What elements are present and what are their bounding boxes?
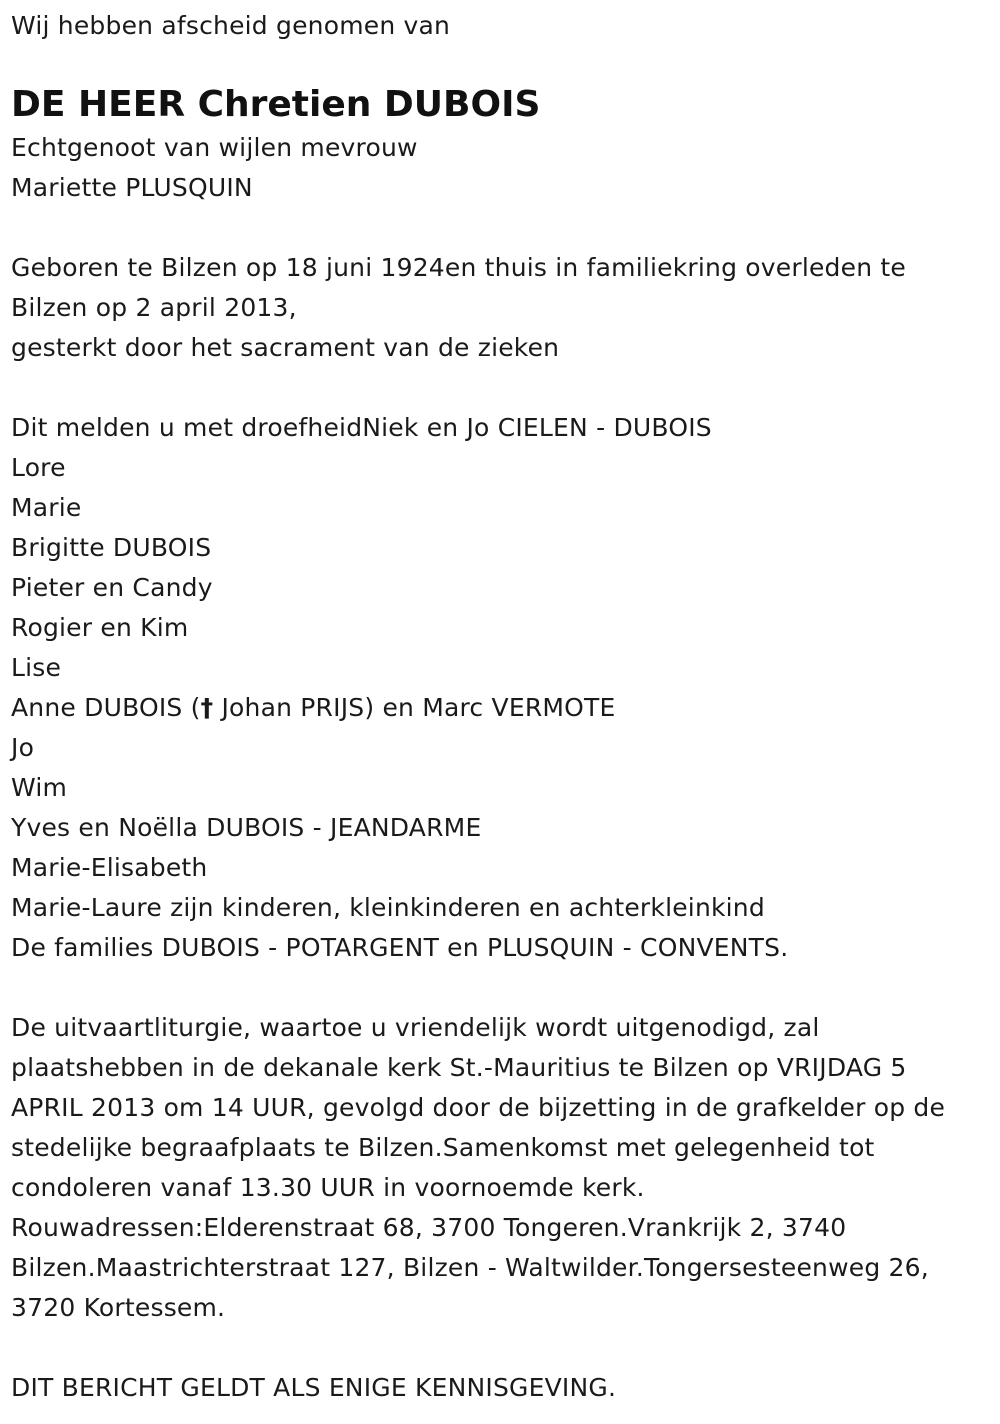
family-line-2: Lore	[11, 453, 66, 482]
family-line-1: Dit melden u met droefheidNiek en Jo CIELEN - DUBOIS	[11, 413, 712, 442]
family-line-8-start: Anne DUBOIS (	[11, 693, 201, 722]
family-line-9: Jo	[11, 733, 35, 762]
family-line-4: Brigitte DUBOIS	[11, 533, 212, 562]
family-line-12: Marie-Elisabeth	[11, 853, 208, 882]
family-line-13: Marie-Laure zijn kinderen, kleinkinderen en achterkleinkind	[11, 893, 765, 922]
spacer	[11, 968, 989, 1008]
family-line-14: De families DUBOIS - POTARGENT en PLUSQUIN - CONVENTS.	[11, 933, 789, 962]
funeral-line-6: Rouwadressen:Elderenstraat 68, 3700 Tongeren.Vrankrijk 2, 3740	[11, 1213, 847, 1242]
birth-death-line-1: Geboren te Bilzen op 18 juni 1924en thuis in familiekring overleden te	[11, 253, 906, 282]
notice-text: DIT BERICHT GELDT ALS ENIGE KENNISGEVING.	[11, 1373, 617, 1402]
cross-icon: †	[200, 693, 214, 722]
family-line-7: Lise	[11, 653, 62, 682]
birth-death-line-3: gesterkt door het sacrament van de zieken	[11, 333, 560, 362]
spacer	[11, 208, 989, 248]
funeral-line-7: Bilzen.Maastrichterstraat 127, Bilzen - Waltwilder.Tongersesteenweg 26,	[11, 1253, 929, 1282]
spacer	[11, 368, 989, 408]
funeral-line-8: 3720 Kortessem.	[11, 1293, 226, 1322]
funeral-line-1: De uitvaartliturgie, waartoe u vriendelijk wordt uitgenodigd, zal	[11, 1013, 820, 1042]
obituary-notice	[11, 0, 989, 1408]
family-line-3: Marie	[11, 493, 82, 522]
funeral-line-4: stedelijke begraafplaats te Bilzen.Samenkomst met gelegenheid tot	[11, 1133, 875, 1162]
spacer	[11, 1328, 989, 1368]
family-line-8-end: Johan PRIJS) en Marc VERMOTE	[213, 693, 616, 722]
family-line-5: Pieter en Candy	[11, 573, 213, 602]
funeral-line-2: plaatshebben in de dekanale kerk St.-Mauritius te Bilzen op VRIJDAG 5	[11, 1053, 907, 1082]
family-line-6: Rogier en Kim	[11, 613, 189, 642]
birth-death-line-2: Bilzen op 2 april 2013,	[11, 293, 297, 322]
spouse-line-2: Mariette PLUSQUIN	[11, 173, 253, 202]
family-line-8	[11, 688, 989, 728]
intro-text: Wij hebben afscheid genomen van	[11, 11, 451, 40]
family-line-11: Yves en Noëlla DUBOIS - JEANDARME	[11, 813, 482, 842]
spouse-line-1: Echtgenoot van wijlen mevrouw	[11, 133, 418, 162]
deceased-name: DE HEER Chretien DUBOIS	[11, 84, 541, 125]
funeral-line-3: APRIL 2013 om 14 UUR, gevolgd door de bijzetting in de grafkelder op de	[11, 1093, 946, 1122]
family-line-10: Wim	[11, 773, 68, 802]
funeral-line-5: condoleren vanaf 13.30 UUR in voornoemde kerk.	[11, 1173, 645, 1202]
